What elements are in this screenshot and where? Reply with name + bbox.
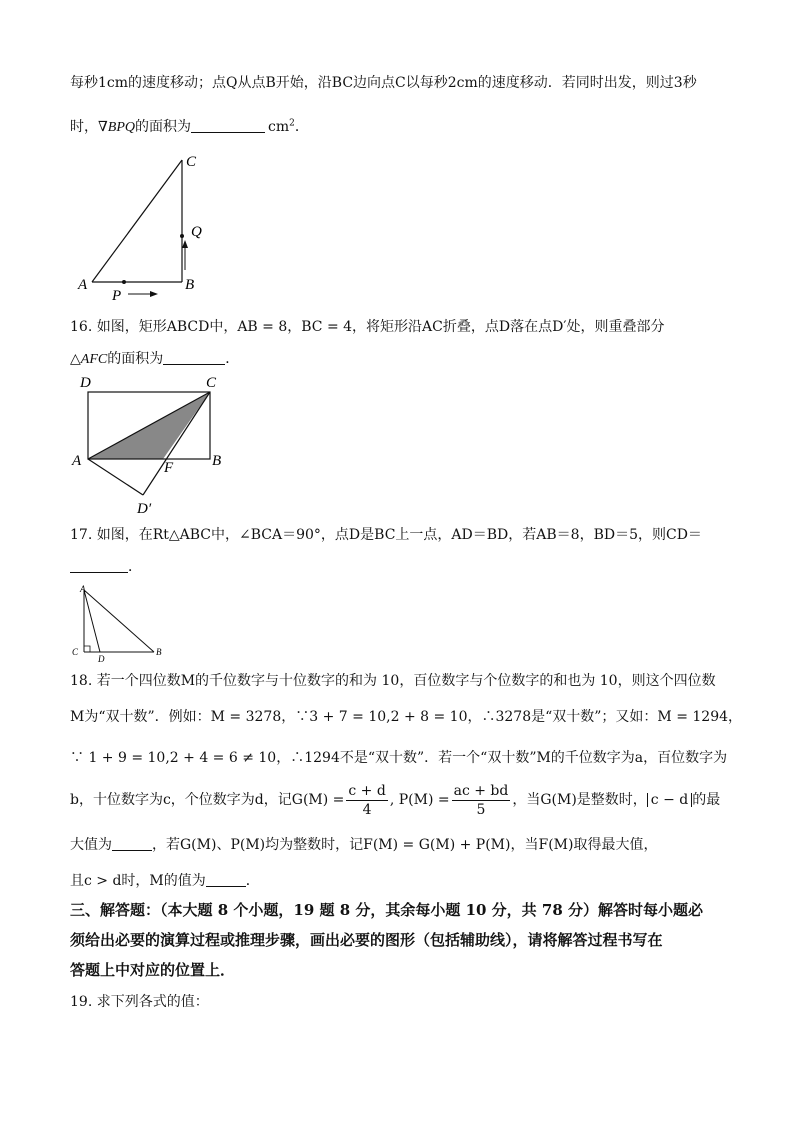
q18-line4-d: 的最: [692, 792, 721, 808]
q18-line4-b: , P(M) =: [389, 792, 450, 808]
q16-line2-mid: 的面积为: [107, 351, 164, 367]
q18-fraction-g: [346, 784, 387, 817]
q15-end: ．: [294, 119, 309, 135]
q15-unit-exp: 2: [289, 118, 295, 129]
q16-triangle-symbol: △: [70, 351, 81, 367]
q17-text: 如图，在Rt△ABC中，∠BCA＝90°，点D是BC上一点，AD＝BD，若AB＝8，BD＝5，则CD＝: [96, 527, 702, 543]
q19-line: 19. 求下列各式的值：: [70, 994, 209, 1010]
q18-line4-c: ，当G(M)是整数时，: [512, 792, 647, 808]
q18-line6: [70, 872, 260, 888]
q16-triangle-name: AFC: [80, 352, 108, 367]
q17-label-b: B: [156, 647, 162, 657]
q18-fraction-p: [452, 784, 511, 817]
q18-number: 18.: [70, 673, 93, 689]
q15-edge-ac: [92, 160, 182, 282]
q18-line3: ∵ 1 + 9 = 10,2 + 4 = 6 ≠ 10，∴1294不是“双十数”．若一个“双十数”M的千位数字为a，百位数字为: [70, 750, 728, 766]
q16-label-d-prime: D′: [137, 501, 152, 517]
q15-label-a: A: [78, 277, 88, 293]
q17-figure: [70, 582, 180, 664]
q17-answer-blank[interactable]: [70, 558, 128, 573]
q15-line2-pre: 时，: [70, 119, 98, 135]
q18-answer-blank-1[interactable]: [112, 836, 152, 851]
q17-edge-ab: [84, 590, 154, 652]
q15-line2-mid: 的面积为: [135, 119, 191, 135]
q18-line5-b: ，若G(M)、P(M)均为整数时，记F(M) = G(M) + P(M)，当F(M)取得最大值，: [152, 837, 658, 853]
q18-line6-a: 且c > d时，M的值为: [70, 873, 206, 889]
q18-fraction-p-numerator: ac + bd: [453, 782, 509, 799]
q16-end: ．: [225, 351, 240, 367]
q15-triangle-name: BPQ: [107, 120, 135, 135]
q18-line5: [70, 836, 657, 852]
section3-line3: 答题上中对应的位置上．: [70, 961, 236, 979]
section3-line1: 三、解答题：（本大题 8 个小题，19 题 8 分，其余每小题 10 分，共 78 分）解答时每小题必: [70, 901, 703, 919]
q15-label-c: C: [186, 154, 197, 170]
q16-line2: [70, 350, 239, 367]
q17-label-c: C: [72, 647, 79, 657]
q17-line1: [70, 528, 702, 542]
q16-label-d: D: [80, 375, 91, 391]
q15-line1: 每秒1cm的速度移动；点Q从点B开始，沿BC边向点C以每秒2cm的速度移动．若同时出发，则过3秒: [70, 75, 697, 91]
q16-label-b: B: [212, 453, 222, 469]
section3-line2: 须给出必要的演算过程或推理步骤，画出必要的图形（包括辅助线），请将解答过程书写在: [70, 931, 663, 949]
q18-fraction-g-numerator: c + d: [348, 782, 386, 799]
q16-label-f: F: [164, 460, 174, 476]
q15-label-b: B: [185, 277, 195, 293]
q16-answer-blank[interactable]: [163, 350, 225, 365]
q16-line1: [70, 320, 665, 334]
q16-number: 16.: [70, 319, 93, 335]
q15-figure: [70, 148, 220, 308]
q18-end: ．: [245, 873, 260, 889]
q16-label-a: A: [72, 453, 82, 469]
q16-label-c: C: [206, 375, 217, 391]
q16-edge-ad-prime: [88, 459, 143, 495]
q17-line2: [70, 558, 142, 574]
q18-line2: M为“双十数”．例如：M = 3278，∵3 + 7 = 10,2 + 8 = 10，∴3278是“双十数”；又如：M = 1294，: [70, 709, 743, 725]
q17-label-a: A: [80, 584, 86, 594]
q15-arrow-right-head: [150, 291, 158, 297]
q18-answer-blank-2[interactable]: [206, 872, 246, 887]
q18-line5-a: 大值为: [70, 837, 112, 853]
q15-unit: cm: [268, 119, 290, 135]
q15-triangle-symbol: ∇: [98, 119, 108, 135]
q16-figure: [70, 370, 240, 520]
q17-number: 17.: [70, 527, 93, 543]
q18-line4-a: b，十位数字为c，个位数字为d，记G(M) =: [70, 792, 345, 808]
q18-fraction-p-denominator: 5: [476, 801, 486, 818]
q17-edge-ad: [84, 590, 100, 652]
q15-point-p: [122, 280, 126, 284]
q18-fraction-g-denominator: 4: [362, 801, 372, 818]
q15-label-p: P: [112, 288, 122, 304]
q16-text: 如图，矩形ABCD中，AB = 8，BC = 4，将矩形沿AC折叠，点D落在点D′处，则重叠部分: [96, 319, 665, 335]
q17-right-angle-mark: [84, 646, 90, 652]
q18-line1: [70, 674, 716, 688]
q15-line2: [70, 118, 309, 135]
q17-end: ．: [128, 559, 142, 575]
q15-point-q: [180, 234, 184, 238]
q15-answer-blank[interactable]: [191, 118, 265, 133]
q15-label-q: Q: [191, 224, 202, 240]
q18-line4: [70, 780, 720, 820]
q18-absolute-value: c − d: [647, 793, 692, 807]
q17-label-d: D: [98, 654, 105, 664]
q18-text-line1: 若一个四位数M的千位数字与十位数字的和为 10，百位数字与个位数字的和也为 10，则这个四位数: [96, 673, 716, 689]
q15-arrow-up-head: [182, 240, 188, 248]
